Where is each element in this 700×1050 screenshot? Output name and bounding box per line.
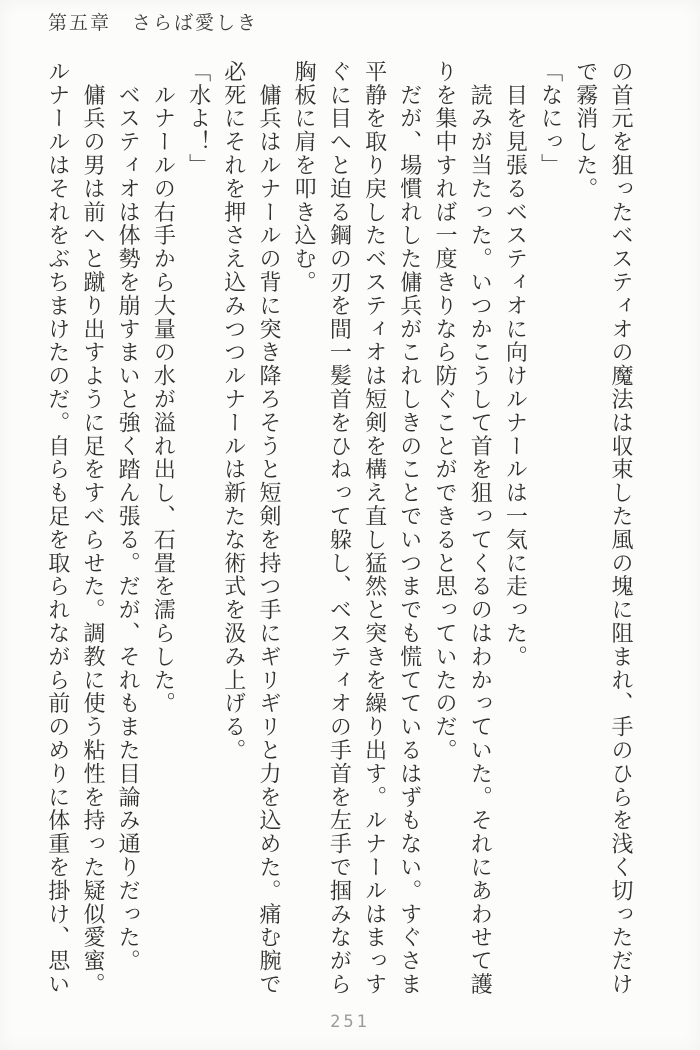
text-column: 「なにっ」 [537, 60, 563, 177]
running-header: 第五章 さらば愛しき [48, 12, 259, 34]
text-column: ルナールはそれをぶちまけたのだ。自らも足を取られながら前のめりに体重を掛け、思い [44, 60, 70, 996]
text-column: 傭兵はルナールの背に突き降ろそうと短剣を持つ手にギリギリと力を込めた。痛む腕で [255, 60, 281, 996]
text-column: 読みが当たった。いつかこうして首を狙ってくるのはわかっていた。それにあわせて護 [467, 60, 493, 996]
page-number: 251 [330, 1012, 370, 1032]
text-column: 「水よ！」 [185, 60, 211, 177]
text-column: ベスティオは体勢を崩すまいと強く踏ん張る。だが、それもまた目論み通りだった。 [115, 60, 141, 973]
text-column: だが、場慣れした傭兵がこれしきのことでいつまでも慌てているはずもない。すぐさま [396, 60, 422, 996]
text-column: りを集中すれば一度きりなら防ぐことができると思っていたのだ。 [431, 60, 457, 762]
text-column: 胸板に肩を叩き込む。 [291, 60, 317, 294]
text-column: 平静を取り戻したベスティオは短剣を構え直し猛然と突きを繰り出す。ルナールはまっす [361, 60, 387, 996]
text-column: 必死にそれを押さえ込みつつルナールは新たな術式を汲み上げる。 [220, 60, 246, 762]
text-column: ルナールの右手から大量の水が溢れ出し、石畳を濡らした。 [150, 60, 176, 716]
text-column: で霧消した。 [572, 60, 598, 201]
text-column: ぐに目へと迫る鋼の刃を間一髪首をひねって躱し、ベスティオの手首を左手で掴みながら [326, 60, 352, 996]
text-column: 傭兵の男は前へと蹴り出すように足をすべらせた。調教に使う粘性を持った疑似愛蜜。 [79, 60, 105, 996]
vertical-text-block [39, 60, 638, 1008]
text-column: の首元を狙ったベスティオの魔法は収束した風の塊に阻まれ、手のひらを浅く切っただけ [608, 60, 633, 996]
text-column: 目を見張るベスティオに向けルナールは一気に走った。 [502, 60, 528, 669]
